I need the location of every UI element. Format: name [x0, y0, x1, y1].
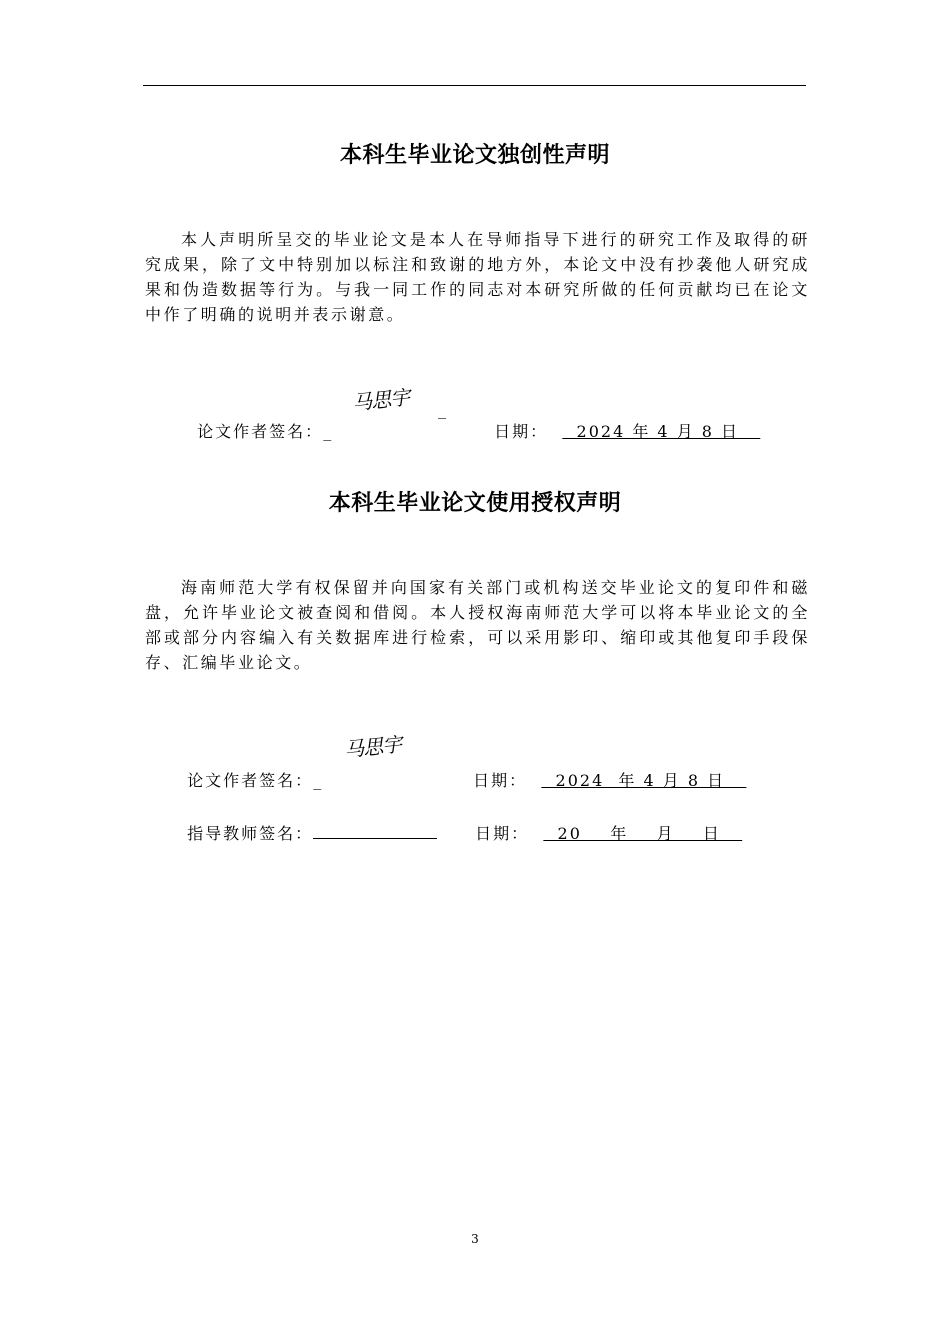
author-signature-2: 马思宇: [343, 732, 403, 762]
originality-title: 本科生毕业论文独创性声明: [339, 143, 610, 168]
date-row-2: [459, 749, 746, 791]
date-value: 2024 年 4 月 8 日: [541, 771, 747, 790]
author-label: 论文作者签名：: [187, 771, 314, 790]
date-row-1: [480, 400, 760, 442]
authorization-statement: 海南师范大学有权保留并向国家有关部门或机构送交毕业论文的复印件和磁盘，允许毕业论文被查阅和借阅。本人授权海南师范大学可以将本毕业论文的全部或部分内容编入有关数据库进行检索，可以采用影印、缩印或其他复印手段保存、汇编毕业论文。: [145, 578, 810, 672]
date-label: 日期：: [494, 422, 549, 441]
date-label: 日期：: [473, 771, 528, 790]
signature-underscore-1: _: [438, 400, 448, 419]
author-signature-label-2: 论文作者签名：_: [187, 771, 324, 790]
author-signature-label-1: 论文作者签名：_: [197, 422, 334, 441]
author-signature-1: 马思宇: [351, 385, 411, 415]
advisor-date-row: [461, 802, 742, 844]
date-value: 2024 年 4 月 8 日: [562, 422, 761, 441]
header-rule: [143, 85, 806, 86]
advisor-signature-row: [173, 802, 437, 844]
author-label: 论文作者签名：: [197, 422, 324, 441]
advisor-label: 指导教师签名：: [187, 824, 314, 843]
page-number: 3: [471, 1232, 479, 1246]
originality-statement: 本人声明所呈交的毕业论文是本人在导师指导下进行的研究工作及取得的研究成果，除了文中特别加以标注和致谢的地方外，本论文中没有抄袭他人研究成果和伪造数据等行为。与我一同工作的同志对本研究所做的任何贡献均已在论文中作了明确的说明并表示谢意。: [145, 230, 810, 324]
advisor-date-label: 日期：: [475, 824, 530, 843]
authorization-title: 本科生毕业论文使用授权声明: [328, 491, 622, 516]
advisor-date-value: 20 年 月 日: [543, 824, 743, 843]
advisor-signature-blank: [313, 824, 437, 839]
